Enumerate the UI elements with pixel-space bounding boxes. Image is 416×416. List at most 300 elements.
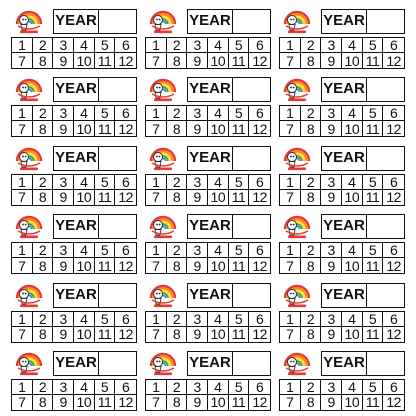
month-cell[interactable]: 4 [208,38,229,53]
month-cell[interactable]: 10 [74,190,95,205]
month-cell[interactable]: 2 [301,312,322,327]
year-sticker [279,73,405,137]
month-grid [11,174,137,206]
month-cell[interactable]: 3 [187,380,208,395]
year-sticker [11,73,137,137]
year-label: YEAR [188,78,233,101]
month-cell[interactable]: 11 [363,395,384,410]
rainbow-mascot-logo-icon [147,74,179,102]
month-cell[interactable]: 11 [363,327,384,342]
rainbow-mascot-logo-icon [281,6,313,34]
month-cell[interactable]: 12 [252,258,267,274]
month-cell[interactable]: 9 [187,53,208,68]
month-cell[interactable]: 3 [187,38,208,53]
month-cell[interactable]: 5 [229,243,250,258]
year-sticker [279,142,405,206]
month-cell[interactable]: 7 [280,258,301,273]
month-cell[interactable]: 5 [95,243,116,258]
month-cell[interactable]: 4 [74,243,95,258]
month-cell[interactable]: 1 [12,380,33,395]
year-sticker [145,142,271,206]
month-cell[interactable]: 5 [363,243,384,258]
month-cell[interactable]: 4 [74,312,95,327]
month-cell[interactable]: 8 [167,258,188,273]
month-cell[interactable]: 8 [33,327,54,342]
month-cell[interactable]: 1 [12,312,33,327]
month-cell[interactable]: 5 [95,106,116,121]
month-cell[interactable]: 2 [301,380,322,395]
month-cell[interactable]: 2 [167,243,188,258]
year-field[interactable] [53,214,137,239]
month-cell[interactable]: 12 [252,189,267,205]
year-value-field[interactable] [233,78,270,101]
month-cell[interactable]: 5 [229,106,250,121]
month-cell[interactable]: 2 [33,106,54,121]
month-cell[interactable]: 12 [252,53,267,68]
year-label: YEAR [54,352,99,375]
year-field[interactable] [187,351,271,376]
month-cell[interactable]: 11 [363,258,384,273]
month-cell[interactable]: 7 [280,53,301,68]
month-cell[interactable]: 4 [74,38,95,53]
month-grid [145,311,271,343]
month-cell[interactable]: 7 [280,190,301,205]
year-value-field[interactable] [233,147,270,170]
month-cell[interactable]: 12 [252,326,267,342]
month-cell[interactable]: 1 [146,243,167,258]
month-cell[interactable]: 10 [342,327,363,342]
month-cell[interactable]: 6 [115,243,136,258]
rainbow-mascot-logo-icon [281,74,313,102]
month-cell[interactable]: 2 [167,312,188,327]
month-cell[interactable]: 1 [12,175,33,190]
month-cell[interactable]: 7 [12,258,33,273]
year-field[interactable] [187,283,271,308]
month-cell[interactable]: 8 [301,190,322,205]
month-cell[interactable]: 6 [115,106,136,121]
month-cell[interactable]: 1 [12,106,33,121]
year-field[interactable] [187,146,271,171]
month-cell[interactable]: 3 [53,106,74,121]
month-cell[interactable]: 1 [12,243,33,258]
month-cell[interactable]: 10 [208,258,229,273]
month-cell[interactable]: 9 [53,190,74,205]
month-cell[interactable]: 2 [33,380,54,395]
month-cell[interactable]: 3 [321,106,342,121]
year-field[interactable] [53,283,137,308]
month-cell[interactable]: 11 [229,53,250,68]
year-field[interactable] [321,351,405,376]
month-grid [145,174,271,206]
month-cell[interactable]: 10 [342,190,363,205]
month-cell[interactable]: 8 [167,121,188,136]
month-cell[interactable]: 6 [249,243,270,258]
year-value-field[interactable] [367,352,404,375]
month-cell[interactable]: 8 [167,395,188,410]
rainbow-mascot-logo-icon [13,348,45,376]
month-cell[interactable]: 11 [229,190,250,205]
month-cell[interactable]: 9 [321,327,342,342]
month-cell[interactable]: 10 [208,327,229,342]
month-cell[interactable]: 8 [33,53,54,68]
month-cell[interactable]: 12 [386,394,401,410]
month-cell[interactable]: 7 [280,395,301,410]
rainbow-mascot-logo-icon [13,211,45,239]
year-field[interactable] [53,351,137,376]
month-cell[interactable]: 2 [167,38,188,53]
month-cell[interactable]: 3 [321,380,342,395]
year-field[interactable] [321,283,405,308]
month-cell[interactable]: 5 [95,312,116,327]
month-cell[interactable]: 6 [249,380,270,395]
month-cell[interactable]: 7 [12,190,33,205]
year-label: YEAR [188,147,233,170]
year-label: YEAR [322,284,367,307]
month-cell[interactable]: 4 [74,106,95,121]
month-cell[interactable]: 5 [363,106,384,121]
month-cell[interactable]: 9 [187,327,208,342]
month-cell[interactable]: 8 [301,258,322,273]
year-label: YEAR [322,147,367,170]
month-cell[interactable]: 9 [53,395,74,410]
month-cell[interactable]: 11 [95,53,116,68]
year-sticker [279,5,405,69]
month-cell[interactable]: 9 [321,395,342,410]
month-cell[interactable]: 1 [146,38,167,53]
year-field[interactable] [321,77,405,102]
month-cell[interactable]: 8 [301,53,322,68]
month-cell[interactable]: 11 [95,258,116,273]
month-cell[interactable]: 1 [146,175,167,190]
month-cell[interactable]: 12 [386,121,401,137]
month-cell[interactable]: 11 [229,121,250,136]
month-cell[interactable]: 10 [342,53,363,68]
month-grid [279,37,405,69]
month-grid [11,311,137,343]
year-sticker [11,142,137,206]
month-cell[interactable]: 7 [12,327,33,342]
month-cell[interactable]: 6 [115,38,136,53]
month-cell[interactable]: 10 [74,258,95,273]
month-cell[interactable]: 9 [187,258,208,273]
month-cell[interactable]: 4 [208,106,229,121]
year-value-field[interactable] [99,352,136,375]
year-value-field[interactable] [367,284,404,307]
year-field[interactable] [187,77,271,102]
month-cell[interactable]: 12 [118,121,133,137]
month-cell[interactable]: 9 [321,190,342,205]
year-label: YEAR [322,78,367,101]
month-cell[interactable]: 10 [208,395,229,410]
month-cell[interactable]: 5 [229,380,250,395]
month-cell[interactable]: 4 [208,380,229,395]
month-cell[interactable]: 12 [118,53,133,68]
year-field[interactable] [321,214,405,239]
month-cell[interactable]: 2 [167,380,188,395]
month-cell[interactable]: 4 [74,175,95,190]
month-cell[interactable]: 1 [12,38,33,53]
month-cell[interactable]: 3 [321,175,342,190]
year-label: YEAR [188,10,233,33]
month-cell[interactable]: 12 [252,121,267,137]
month-cell[interactable]: 6 [115,312,136,327]
year-sticker [11,279,137,343]
month-cell[interactable]: 11 [95,395,116,410]
month-cell[interactable]: 11 [363,190,384,205]
month-cell[interactable]: 8 [33,190,54,205]
month-cell[interactable]: 12 [386,326,401,342]
year-value-field[interactable] [99,147,136,170]
rainbow-mascot-logo-icon [147,211,179,239]
month-cell[interactable]: 6 [249,106,270,121]
month-cell[interactable]: 1 [280,175,301,190]
month-cell[interactable]: 11 [363,53,384,68]
year-sticker [145,210,271,274]
month-cell[interactable]: 7 [146,395,167,410]
month-cell[interactable]: 4 [208,312,229,327]
month-cell[interactable]: 10 [74,121,95,136]
month-cell[interactable]: 10 [342,395,363,410]
month-cell[interactable]: 7 [280,327,301,342]
month-cell[interactable]: 6 [383,38,404,53]
month-cell[interactable]: 5 [229,312,250,327]
year-field[interactable] [53,9,137,34]
month-cell[interactable]: 12 [118,394,133,410]
month-cell[interactable]: 7 [12,121,33,136]
month-cell[interactable]: 5 [95,38,116,53]
year-value-field[interactable] [99,78,136,101]
year-sticker [145,5,271,69]
month-cell[interactable]: 6 [383,312,404,327]
month-cell[interactable]: 8 [167,327,188,342]
month-cell[interactable]: 2 [33,38,54,53]
year-field[interactable] [321,146,405,171]
month-cell[interactable]: 11 [95,190,116,205]
month-cell[interactable]: 10 [74,53,95,68]
month-cell[interactable]: 9 [187,121,208,136]
month-cell[interactable]: 2 [33,175,54,190]
month-cell[interactable]: 6 [249,175,270,190]
month-cell[interactable]: 6 [383,380,404,395]
month-cell[interactable]: 4 [342,175,363,190]
month-cell[interactable]: 10 [208,190,229,205]
month-cell[interactable]: 10 [74,395,95,410]
year-value-field[interactable] [367,10,404,33]
month-cell[interactable]: 5 [363,175,384,190]
month-cell[interactable]: 12 [252,394,267,410]
month-cell[interactable]: 4 [342,106,363,121]
month-cell[interactable]: 6 [383,106,404,121]
year-value-field[interactable] [99,215,136,238]
year-sticker [279,210,405,274]
month-cell[interactable]: 3 [53,380,74,395]
month-cell[interactable]: 11 [95,327,116,342]
month-cell[interactable]: 5 [363,38,384,53]
rainbow-mascot-logo-icon [281,143,313,171]
month-cell[interactable]: 2 [167,106,188,121]
month-cell[interactable]: 9 [321,53,342,68]
month-cell[interactable]: 5 [229,175,250,190]
month-cell[interactable]: 8 [33,258,54,273]
month-cell[interactable]: 9 [53,121,74,136]
month-cell[interactable]: 4 [342,312,363,327]
month-cell[interactable]: 8 [167,53,188,68]
month-cell[interactable]: 11 [229,395,250,410]
year-field[interactable] [321,9,405,34]
month-cell[interactable]: 8 [301,327,322,342]
month-cell[interactable]: 1 [280,380,301,395]
month-cell[interactable]: 1 [146,312,167,327]
month-cell[interactable]: 12 [118,189,133,205]
month-cell[interactable]: 12 [118,326,133,342]
month-cell[interactable]: 6 [383,243,404,258]
month-cell[interactable]: 7 [146,258,167,273]
month-grid [145,379,271,411]
month-cell[interactable]: 4 [342,243,363,258]
month-cell[interactable]: 2 [301,243,322,258]
month-cell[interactable]: 4 [74,380,95,395]
month-cell[interactable]: 4 [208,243,229,258]
month-cell[interactable]: 6 [115,380,136,395]
month-cell[interactable]: 2 [301,38,322,53]
month-cell[interactable]: 3 [321,243,342,258]
month-cell[interactable]: 7 [280,121,301,136]
month-cell[interactable]: 2 [301,175,322,190]
year-label: YEAR [54,147,99,170]
month-cell[interactable]: 7 [12,395,33,410]
year-field[interactable] [187,214,271,239]
month-grid [279,105,405,137]
year-label: YEAR [54,215,99,238]
month-cell[interactable]: 3 [53,38,74,53]
month-cell[interactable]: 7 [146,53,167,68]
month-cell[interactable]: 6 [115,175,136,190]
month-grid [279,379,405,411]
month-cell[interactable]: 3 [187,175,208,190]
month-grid [279,174,405,206]
month-grid [145,37,271,69]
month-cell[interactable]: 9 [187,395,208,410]
month-cell[interactable]: 5 [229,38,250,53]
month-cell[interactable]: 7 [146,190,167,205]
year-value-field[interactable] [367,78,404,101]
year-field[interactable] [187,9,271,34]
month-cell[interactable]: 3 [187,312,208,327]
month-cell[interactable]: 5 [363,380,384,395]
month-cell[interactable]: 2 [301,106,322,121]
month-cell[interactable]: 8 [33,395,54,410]
month-cell[interactable]: 1 [146,106,167,121]
month-cell[interactable]: 9 [53,53,74,68]
month-cell[interactable]: 11 [363,121,384,136]
rainbow-mascot-logo-icon [281,280,313,308]
year-label: YEAR [188,352,233,375]
month-cell[interactable]: 8 [301,121,322,136]
year-value-field[interactable] [99,10,136,33]
year-sticker [11,5,137,69]
month-grid [11,105,137,137]
month-cell[interactable]: 9 [53,327,74,342]
month-cell[interactable]: 2 [167,175,188,190]
month-cell[interactable]: 12 [386,189,401,205]
month-cell[interactable]: 5 [95,380,116,395]
month-cell[interactable]: 5 [363,312,384,327]
month-cell[interactable]: 9 [321,258,342,273]
year-value-field[interactable] [99,284,136,307]
month-grid [11,37,137,69]
month-cell[interactable]: 12 [386,53,401,68]
year-label: YEAR [188,215,233,238]
month-cell[interactable]: 10 [342,121,363,136]
year-field[interactable] [53,77,137,102]
month-cell[interactable]: 4 [342,380,363,395]
month-cell[interactable]: 12 [386,258,401,274]
month-cell[interactable]: 8 [301,395,322,410]
year-value-field[interactable] [233,215,270,238]
year-field[interactable] [53,146,137,171]
rainbow-mascot-logo-icon [13,143,45,171]
month-cell[interactable]: 4 [208,175,229,190]
month-cell[interactable]: 6 [249,38,270,53]
month-cell[interactable]: 8 [167,190,188,205]
month-cell[interactable]: 9 [321,121,342,136]
month-cell[interactable]: 1 [146,380,167,395]
month-cell[interactable]: 2 [33,312,54,327]
month-cell[interactable]: 3 [53,175,74,190]
month-cell[interactable]: 10 [208,121,229,136]
rainbow-mascot-logo-icon [281,348,313,376]
year-value-field[interactable] [233,352,270,375]
month-cell[interactable]: 10 [74,327,95,342]
year-label: YEAR [322,10,367,33]
month-cell[interactable]: 3 [321,38,342,53]
month-cell[interactable]: 2 [33,243,54,258]
month-cell[interactable]: 6 [249,312,270,327]
month-cell[interactable]: 3 [187,243,208,258]
year-value-field[interactable] [233,284,270,307]
month-cell[interactable]: 3 [321,312,342,327]
month-cell[interactable]: 10 [208,53,229,68]
month-cell[interactable]: 7 [12,53,33,68]
year-value-field[interactable] [367,215,404,238]
month-cell[interactable]: 1 [280,106,301,121]
sticker-sheet [11,5,405,411]
month-cell[interactable]: 1 [280,243,301,258]
year-value-field[interactable] [367,147,404,170]
month-cell[interactable]: 7 [146,121,167,136]
month-cell[interactable]: 3 [53,243,74,258]
month-cell[interactable]: 9 [187,190,208,205]
rainbow-mascot-logo-icon [13,280,45,308]
month-cell[interactable]: 10 [342,258,363,273]
year-value-field[interactable] [233,10,270,33]
month-cell[interactable]: 4 [342,38,363,53]
month-cell[interactable]: 12 [118,258,133,274]
month-cell[interactable]: 1 [280,312,301,327]
month-cell[interactable]: 11 [95,121,116,136]
month-cell[interactable]: 6 [383,175,404,190]
month-cell[interactable]: 7 [146,327,167,342]
year-label: YEAR [54,10,99,33]
month-cell[interactable]: 8 [33,121,54,136]
month-cell[interactable]: 3 [187,106,208,121]
month-cell[interactable]: 11 [229,327,250,342]
month-cell[interactable]: 3 [53,312,74,327]
month-cell[interactable]: 9 [53,258,74,273]
month-cell[interactable]: 1 [280,38,301,53]
month-cell[interactable]: 5 [95,175,116,190]
month-cell[interactable]: 11 [229,258,250,273]
